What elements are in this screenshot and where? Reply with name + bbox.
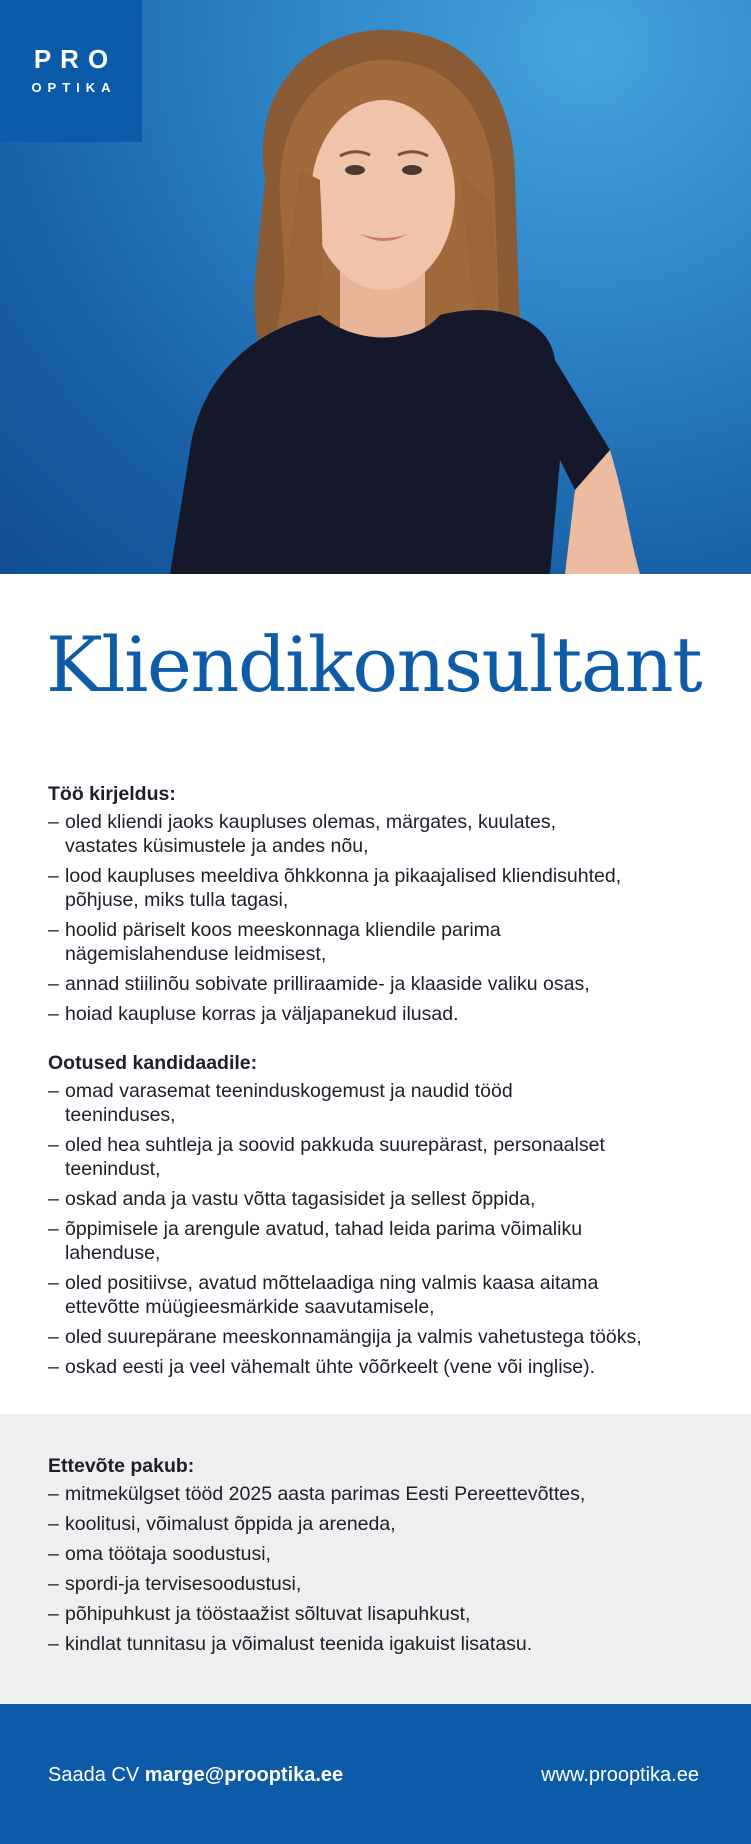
bullet-dash: – [48, 919, 59, 941]
expectations-list [48, 1079, 718, 1379]
bullet-dash: – [48, 865, 59, 887]
bullet-dash: – [48, 1356, 59, 1378]
list-item-line: ettevõtte müügieesmärkide saavutamisele, [65, 1296, 435, 1318]
bullet-dash: – [48, 1603, 59, 1625]
bullet-dash: – [48, 973, 59, 995]
logo-line-optika: OPTIKA [31, 80, 117, 95]
list-item-line: oled suurepärane meeskonnamängija ja valmis vahetustega tööks, [65, 1326, 642, 1348]
list-item [48, 1325, 718, 1349]
list-item [48, 918, 718, 966]
offer-heading: Ettevõte pakub: [48, 1455, 195, 1477]
job-description-section [48, 782, 718, 1032]
list-item-line: teeninduses, [65, 1104, 176, 1126]
list-item [48, 810, 718, 858]
bullet-dash: – [48, 1483, 59, 1505]
bullet-dash: – [48, 1003, 59, 1025]
bullet-dash: – [48, 1513, 59, 1535]
list-item [48, 1632, 718, 1656]
expectations-heading: Ootused kandidaadile: [48, 1052, 258, 1074]
bullet-dash: – [48, 1080, 59, 1102]
portrait-photo [170, 30, 650, 574]
offer-section [48, 1454, 718, 1662]
bullet-dash: – [48, 1573, 59, 1595]
list-item [48, 972, 718, 996]
list-item-line: oled kliendi jaoks kaupluses olemas, märgates, kuulates, [65, 811, 557, 833]
list-item-line: kindlat tunnitasu ja võimalust teenida igakuist lisatasu. [65, 1633, 533, 1655]
list-item [48, 1572, 718, 1596]
list-item-line: omad varasemat teeninduskogemust ja naudid tööd [65, 1080, 513, 1102]
list-item-line: nägemislahenduse leidmisest, [65, 943, 327, 965]
send-cv-text [48, 1764, 343, 1787]
list-item [48, 1217, 718, 1265]
list-item-line: oskad anda ja vastu võtta tagasisidet ja sellest õppida, [65, 1188, 536, 1210]
bullet-dash: – [48, 1218, 59, 1240]
website-link[interactable]: www.prooptika.ee [541, 1764, 699, 1786]
expectations-section [48, 1051, 718, 1385]
logo-line-pro: PRO [33, 44, 118, 74]
bullet-dash: – [48, 1326, 59, 1348]
list-item [48, 864, 718, 912]
list-item-line: lahenduse, [65, 1242, 161, 1264]
list-item [48, 1482, 718, 1506]
job-description-heading: Töö kirjeldus: [48, 783, 176, 805]
list-item-line: spordi-ja tervisesoodustusi, [65, 1573, 302, 1595]
list-item [48, 1271, 718, 1319]
list-item-line: annad stiilinõu sobivate prilliraamide- ja klaaside valiku osas, [65, 973, 590, 995]
list-item-line: põhipuhkust ja tööstaažist sõltuvat lisapuhkust, [65, 1603, 471, 1625]
list-item [48, 1602, 718, 1626]
bullet-dash: – [48, 811, 59, 833]
list-item-line: koolitusi, võimalust õppida ja areneda, [65, 1513, 396, 1535]
list-item [48, 1002, 718, 1026]
list-item-line: hoolid päriselt koos meeskonnaga kliendile parima [65, 919, 501, 941]
job-title: Kliendikonsultant [46, 620, 702, 709]
list-item-line: oled positiivse, avatud mõttelaadiga ning valmis kaasa aitama [65, 1272, 599, 1294]
list-item [48, 1542, 718, 1566]
job-description-list [48, 810, 718, 1026]
offer-list [48, 1482, 718, 1656]
list-item [48, 1187, 718, 1211]
list-item-line: mitmekülgset tööd 2025 aasta parimas Eesti Pereettevõttes, [65, 1483, 586, 1505]
list-item-line: vastates küsimustele ja andes nõu, [65, 835, 369, 857]
list-item [48, 1133, 718, 1181]
list-item-line: teenindust, [65, 1158, 161, 1180]
list-item [48, 1512, 718, 1536]
list-item-line: oskad eesti ja veel vähemalt ühte võõrkeelt (vene või inglise). [65, 1356, 596, 1378]
list-item [48, 1355, 718, 1379]
bullet-dash: – [48, 1543, 59, 1565]
hero-banner [0, 0, 751, 574]
list-item [48, 1079, 718, 1127]
list-item-line: lood kaupluses meeldiva õhkkonna ja pikaajalised kliendisuhted, [65, 865, 622, 887]
pro-optika-logo [0, 0, 142, 142]
bullet-dash: – [48, 1188, 59, 1210]
list-item-line: hoiad kaupluse korras ja väljapanekud ilusad. [65, 1003, 459, 1025]
list-item-line: õppimisele ja arengule avatud, tahad leida parima võimaliku [65, 1218, 583, 1240]
list-item-line: põhjuse, miks tulla tagasi, [65, 889, 289, 911]
list-item-line: oma töötaja soodustusi, [65, 1543, 271, 1565]
footer [0, 1704, 751, 1844]
send-cv-prefix: Saada CV [48, 1764, 140, 1786]
bullet-dash: – [48, 1134, 59, 1156]
contact-email-link[interactable]: marge@prooptika.ee [144, 1764, 344, 1786]
bullet-dash: – [48, 1633, 59, 1655]
list-item-line: oled hea suhtleja ja soovid pakkuda suurepärast, personaalset [65, 1134, 605, 1156]
bullet-dash: – [48, 1272, 59, 1294]
